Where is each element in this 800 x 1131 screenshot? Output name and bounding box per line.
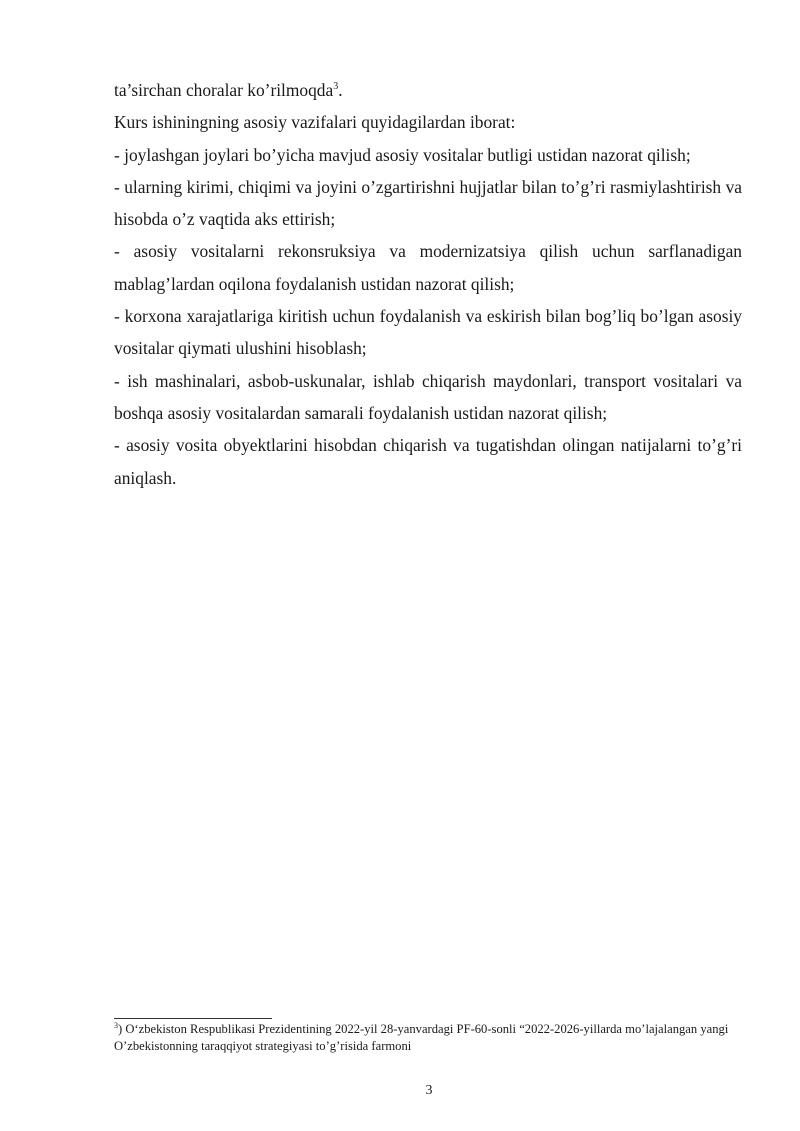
footnote-marker: 3 [114, 1020, 118, 1030]
paragraph-tail: . [338, 80, 343, 100]
list-item: - asosiy vosita obyektlarini hisobdan chiqarish va tugatishdan olingan natijalarni to’g’ri aniqlash. [114, 435, 742, 488]
list-item: - asosiy vositalarni rekonsruksiya va modernizatsiya qilish uchun sarflanadigan mablag’lardan oqilona foydalanish ustidan nazorat qilish; [114, 241, 742, 294]
paragraph-intro: Kurs ishiningning asosiy vazifalari quyidagilardan iborat: [114, 112, 516, 133]
footnote-text: ) O‘zbekiston Respublikasi Prezidentining 2022-yil 28-yanvardagi PF-60-sonli “2022-2026-yillarda mo’lajalangan yangi O’zbekistonning taraqqiyot strategiyasi to’g’risida farmoni [114, 1022, 729, 1053]
list-item: - joylashgan joylari bo’yicha mavjud asosiy vositalar butligi ustidan nazorat qilish; [114, 144, 691, 165]
page-number: 3 [425, 1083, 433, 1098]
list-item: - ularning kirimi, chiqimi va joyini o’zgartirishni hujjatlar bilan to’g’ri rasmiylashtirish va hisobda o’z vaqtida aks ettirish; [114, 176, 742, 230]
paragraph-continuation [114, 74, 742, 106]
footnote-separator [114, 1018, 272, 1019]
body-text [114, 74, 742, 494]
list-item: - korxona xarajatlariga kiritish uchun foydalanish va eskirish bilan bog’liq bo’lgan asosiy vositalar qiymati ulushini hisoblash; [114, 306, 742, 359]
paragraph-text: ta’sirchan choralar ko’rilmoqda [114, 80, 334, 100]
footnote [114, 1021, 746, 1055]
list-item: - ish mashinalari, asbob-uskunalar, ishlab chiqarish maydonlari, transport vositalari va boshqa asosiy vositalardan samarali foydalanish ustidan nazorat qilish; [114, 370, 742, 423]
footnote-reference: 3 [333, 81, 339, 93]
